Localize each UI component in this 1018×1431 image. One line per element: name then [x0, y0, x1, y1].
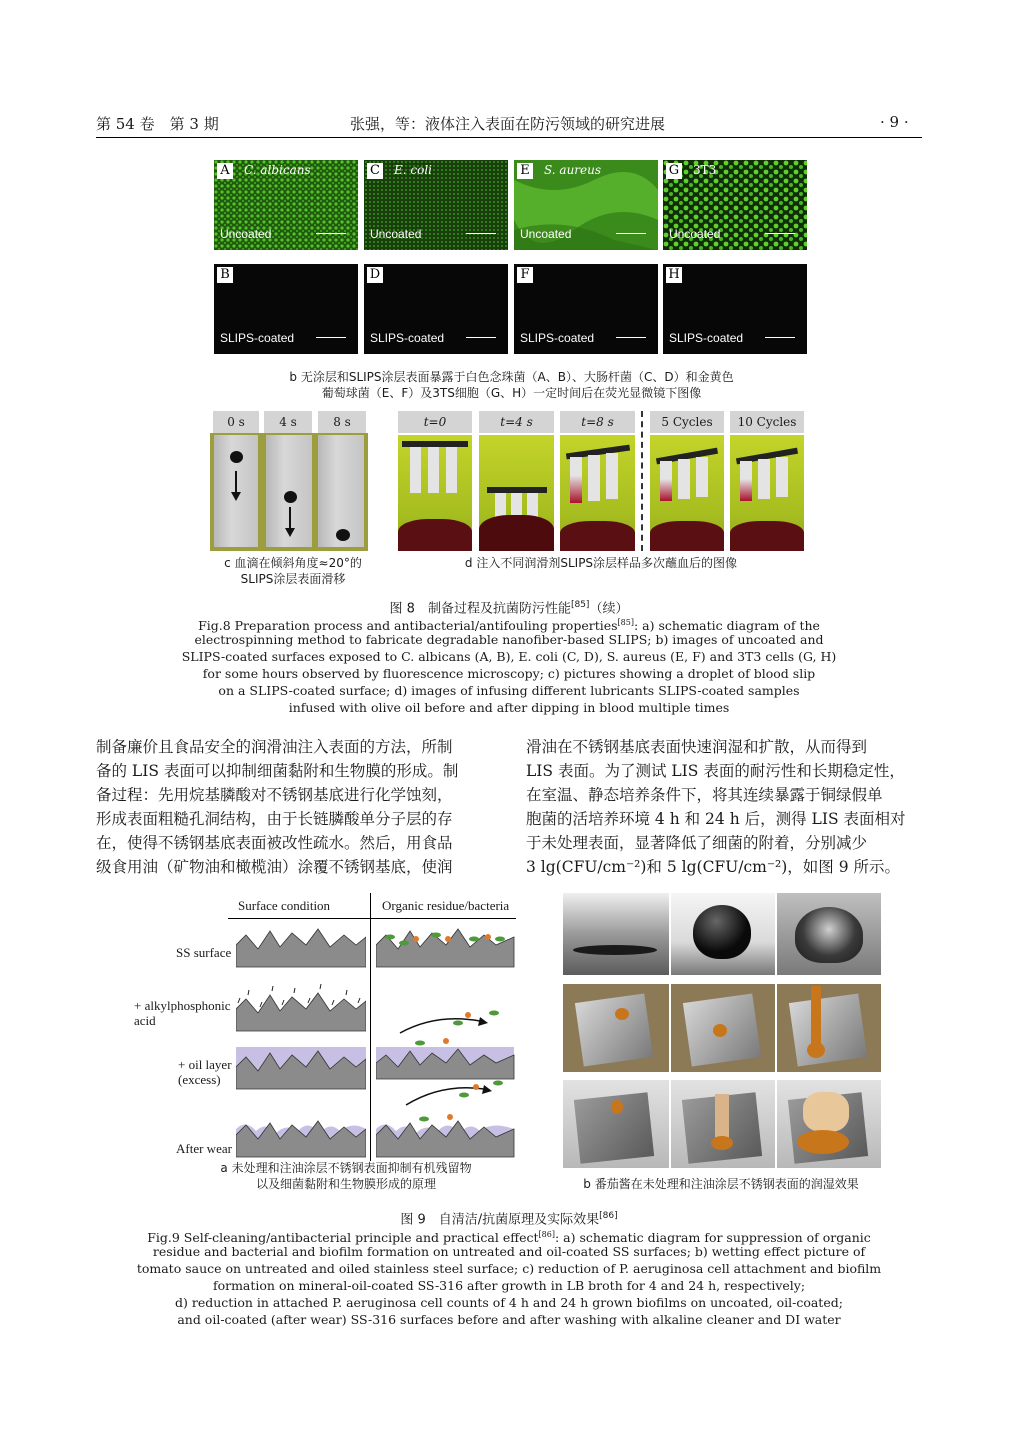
reflective-drop — [795, 907, 863, 963]
ketchup-photo-4 — [563, 1080, 669, 1168]
state-label: Uncoated — [220, 227, 272, 241]
down-arrow-icon — [282, 507, 298, 537]
organism-name: E. coli — [394, 163, 433, 177]
caption-text: Fig.9 Self-cleaning/antibacterial principle and practical effect — [147, 1230, 539, 1246]
scale-bar — [316, 233, 346, 234]
state-label: Uncoated — [520, 227, 572, 241]
wetting-photo-2 — [671, 893, 775, 975]
text-line: 滑油在不锈钢基底表面快速润湿和扩散，从而得到 — [526, 738, 868, 756]
micrograph-c — [364, 160, 508, 250]
micrograph-f — [514, 264, 658, 354]
text-line: LIS 表面。为了测试 LIS 表面的耐污性和长期稳定性， — [526, 762, 905, 780]
scale-bar — [616, 233, 646, 234]
scale-bar — [616, 337, 646, 338]
fig8-panel-c-caption-1: c 血滴在倾斜角度≈20°的 — [224, 556, 362, 570]
sample-strip — [570, 457, 582, 503]
journal-issue: 第 54 卷 第 3 期 — [96, 115, 219, 133]
organism-name: C. albicans — [244, 163, 311, 177]
surface-schematics-right — [376, 925, 516, 1165]
body-column-right — [526, 735, 922, 879]
ketchup-pool — [797, 1130, 849, 1154]
micrograph-g — [663, 160, 807, 250]
state-label: Uncoated — [370, 227, 422, 241]
time-label: t=0 — [398, 411, 472, 433]
slide — [266, 435, 312, 547]
fig8-caption-en-6: infused with olive oil before and after dipping in blood multiple times — [288, 700, 730, 715]
citation: [86] — [538, 1230, 555, 1239]
sample-strip — [428, 447, 439, 493]
steel-plate — [789, 993, 867, 1066]
citation: [85] — [617, 618, 634, 627]
dip-photo-t8 — [560, 435, 635, 551]
time-label: t=8 s — [560, 411, 635, 433]
sample-strip — [446, 447, 457, 493]
ketchup-stream — [811, 986, 821, 1048]
blood-dish — [398, 519, 472, 551]
time-label: 4 s — [264, 411, 312, 433]
time-label: 0 s — [213, 411, 259, 433]
fig8-panel-b-caption-1: b 无涂层和SLIPS涂层表面暴露于白色念珠菌（A、B）、大肠杆菌（C、D）和金黄色 — [289, 370, 734, 384]
dip-photo-t0 — [398, 435, 472, 551]
ketchup-smear — [803, 1092, 849, 1132]
fig8-panel-d-caption: d 注入不同润滑剂SLIPS涂层样品多次蘸血后的图像 — [464, 556, 738, 570]
fig9-panel-a-caption-2: 以及细菌黏附和生物膜形成的原理 — [255, 1177, 436, 1191]
wetting-photo-3 — [777, 893, 881, 975]
row-label-oil: + oil layer — [178, 1057, 232, 1072]
surface-schematics-left — [236, 925, 366, 1165]
header-rule — [96, 137, 922, 138]
panel-letter: D — [367, 267, 383, 283]
dip-photo-5-cycles — [650, 435, 724, 551]
citation: [85] — [570, 600, 590, 610]
ketchup-photo-2 — [671, 984, 775, 1072]
oil-row — [236, 1047, 366, 1089]
fig8-caption-en-5: on a SLIPS-coated surface; d) images of infusing different lubricants SLIPS-coated samples — [218, 683, 800, 698]
caption-text: 图 9 自清洁/抗菌原理及实际效果 — [400, 1212, 600, 1228]
down-arrow-icon — [228, 471, 244, 501]
fig9-caption-en-6: and oil-coated (after wear) SS-316 surfaces before and after washing with alkaline cleaner and DI water — [177, 1312, 841, 1327]
ketchup-drop — [615, 1008, 629, 1020]
sample-strip — [660, 461, 672, 501]
sample-strip — [758, 459, 770, 499]
panel-letter: G — [666, 163, 682, 179]
panel-letter: C — [367, 163, 383, 179]
text-line: 于未处理表面，显著降低了细菌的附着，分别减少 — [526, 834, 868, 852]
ketchup-drop — [807, 1042, 825, 1058]
panel-letter: F — [517, 267, 533, 283]
scale-bar — [316, 337, 346, 338]
state-label: SLIPS-coated — [669, 331, 744, 345]
dashed-divider — [641, 411, 643, 551]
organism-name: 3T3 — [693, 163, 717, 177]
text-line: 制备廉价且食品安全的润滑油注入表面的方法，所制 — [96, 738, 453, 756]
fig9-panel-a-caption-1: a 未处理和注油涂层不锈钢表面抑制有机残留物 — [220, 1161, 472, 1175]
state-label: SLIPS-coated — [370, 331, 445, 345]
caption-text: 图 8 制备过程及抗菌防污性能 — [389, 601, 571, 617]
page-number: · 9 · — [880, 113, 909, 131]
ketchup-photo-3 — [777, 984, 881, 1072]
ketchup-photo-6 — [777, 1080, 881, 1168]
wear-row-bacteria — [376, 1081, 514, 1158]
ketchup-smear — [715, 1094, 729, 1140]
ss-surface-bacteria — [376, 929, 514, 967]
text-line: 在室温、静态培养条件下，将其连续暴露于铜绿假单 — [526, 786, 883, 804]
fig8-caption-en-2: electrospinning method to fabricate degradable nanofiber-based SLIPS; b) images of uncoated and — [194, 632, 824, 647]
blood-dish — [479, 515, 554, 551]
row-label-excess: (excess) — [178, 1072, 221, 1087]
fig9-caption-en-5: d) reduction in attached P. aeruginosa cell counts of 4 h and 24 h grown biofilms on uncoated, oil-coated; — [175, 1295, 843, 1310]
alkyl-row — [236, 984, 366, 1031]
text-line: 形成表面粗糙孔洞结构，由于长链膦酸单分子层的存 — [96, 810, 453, 828]
cycles-label: 5 Cycles — [650, 411, 724, 433]
caption-suffix: （续） — [589, 601, 629, 617]
steel-plate — [575, 993, 653, 1066]
time-label: t=4 s — [479, 411, 554, 433]
scale-bar — [466, 233, 496, 234]
micrograph-e — [514, 160, 658, 250]
state-label: SLIPS-coated — [220, 331, 295, 345]
sample-strip — [588, 455, 600, 501]
sample-strip — [776, 457, 788, 497]
caption-text: Fig.8 Preparation process and antibacterial/antifouling properties — [198, 618, 618, 634]
panel-letter: A — [217, 163, 233, 179]
time-label: 8 s — [318, 411, 366, 433]
ss-surface-row — [236, 929, 366, 967]
row-label-acid: acid — [134, 1013, 156, 1028]
text-line: 胞菌的活培养环境 4 h 和 24 h 后，测得 LIS 表面相对 — [526, 810, 906, 828]
panel-letter: H — [666, 267, 682, 283]
micrograph-d — [364, 264, 508, 354]
scale-bar — [765, 233, 795, 234]
micrograph-h — [663, 264, 807, 354]
fig8-caption-en-3: SLIPS-coated surfaces exposed to C. albicans (A, B), E. coli (C, D), S. aureus (E, F) and 3T3 cells (G, H) — [181, 649, 837, 664]
sample-strip — [740, 461, 752, 501]
panel-letter: E — [517, 163, 533, 179]
micrograph-a — [214, 160, 358, 250]
text-line: 3 lg(CFU/cm⁻²)和 5 lg(CFU/cm⁻²)，如图 9 所示。 — [526, 858, 901, 876]
blood-dish — [730, 521, 804, 551]
text-line: 备过程：先用烷基膦酸对不锈钢基底进行化学蚀刻， — [96, 786, 453, 804]
ketchup-drop — [713, 1024, 727, 1037]
sample-strip — [696, 457, 708, 497]
fig9-caption-en-4: formation on mineral-oil-coated SS-316 after growth in LB broth for 4 and 24 h, respectively; — [212, 1278, 806, 1293]
micrograph-b — [214, 264, 358, 354]
panel-c-photo — [210, 433, 368, 551]
dip-photo-t4 — [479, 435, 554, 551]
col-header-surface: Surface condition — [238, 898, 331, 913]
dip-photo-10-cycles — [730, 435, 804, 551]
running-title: 张强，等：液体注入表面在防污领域的研究进展 — [350, 115, 666, 133]
state-label: SLIPS-coated — [520, 331, 595, 345]
state-label: Uncoated — [669, 227, 721, 241]
row-label-alkyl: + alkylphosphonic — [134, 998, 231, 1013]
row-label-wear: After wear — [176, 1141, 232, 1156]
text-line: 级食用油（矿物油和橄榄油）涂覆不锈钢基底，使润 — [96, 858, 453, 876]
ketchup-drop — [711, 1136, 733, 1150]
fig9-caption-en-3: tomato sauce on untreated and oiled stainless steel surface; c) reduction of P. aeruginosa cell attachment and biofilm — [136, 1261, 882, 1276]
text-line: 备的 LIS 表面可以抑制细菌黏附和生物膜的形成。制 — [96, 762, 459, 780]
row-label-ss: SS surface — [176, 945, 232, 960]
ketchup-drop — [611, 1100, 623, 1114]
slide — [214, 435, 258, 547]
sample-strip — [410, 447, 421, 493]
fig9-caption-cn — [96, 1208, 922, 1228]
fig8-caption-en-4: for some hours observed by fluorescence microscopy; c) pictures showing a droplet of blood slip — [202, 666, 816, 681]
caption-text: : a) schematic diagram for suppression of organic — [554, 1230, 871, 1246]
round-drop — [693, 905, 751, 959]
scale-bar — [765, 337, 795, 338]
blood-drop — [336, 529, 350, 541]
fig8-panel-b-caption-2: 葡萄球菌（E、F）及3TS细胞（G、H）一定时间后在荧光显微镜下图像 — [321, 386, 702, 400]
blood-drop — [284, 491, 297, 503]
col-header-organic: Organic residue/bacteria — [382, 898, 510, 913]
slide — [318, 435, 364, 547]
panel-letter: B — [217, 267, 233, 283]
ketchup-photo-5 — [671, 1080, 775, 1168]
text-line: 在，使得不锈钢基底表面被改性疏水。然后，用食品 — [96, 834, 453, 852]
organism-name: S. aureus — [544, 163, 602, 177]
oil-row-bacteria — [376, 1011, 514, 1080]
caption-text: : a) schematic diagram of the — [633, 618, 820, 634]
cycles-label: 10 Cycles — [730, 411, 804, 433]
blood-dish — [560, 521, 635, 551]
ketchup-photo-1 — [563, 984, 669, 1072]
sample-strip — [606, 453, 618, 499]
fig9-panel-b-caption: b 番茄酱在未处理和注油涂层不锈钢表面的润湿效果 — [583, 1177, 859, 1191]
table-rule — [228, 918, 516, 919]
wear-row — [236, 1121, 366, 1157]
flat-drop — [573, 945, 657, 955]
table-divider — [370, 893, 371, 1161]
fig9-caption-en-2: residue and bacterial and biofilm formation on untreated and oil-coated SS surfaces; b) wetting effect picture of — [152, 1244, 866, 1259]
sample-strip — [678, 459, 690, 499]
scale-bar — [466, 337, 496, 338]
fig8-panel-c-caption-2: SLIPS涂层表面滑移 — [240, 572, 346, 586]
blood-dish — [650, 521, 724, 551]
blood-drop — [230, 451, 243, 463]
citation: [86] — [599, 1211, 618, 1221]
wetting-photo-1 — [563, 893, 669, 975]
body-column-left — [96, 735, 494, 879]
